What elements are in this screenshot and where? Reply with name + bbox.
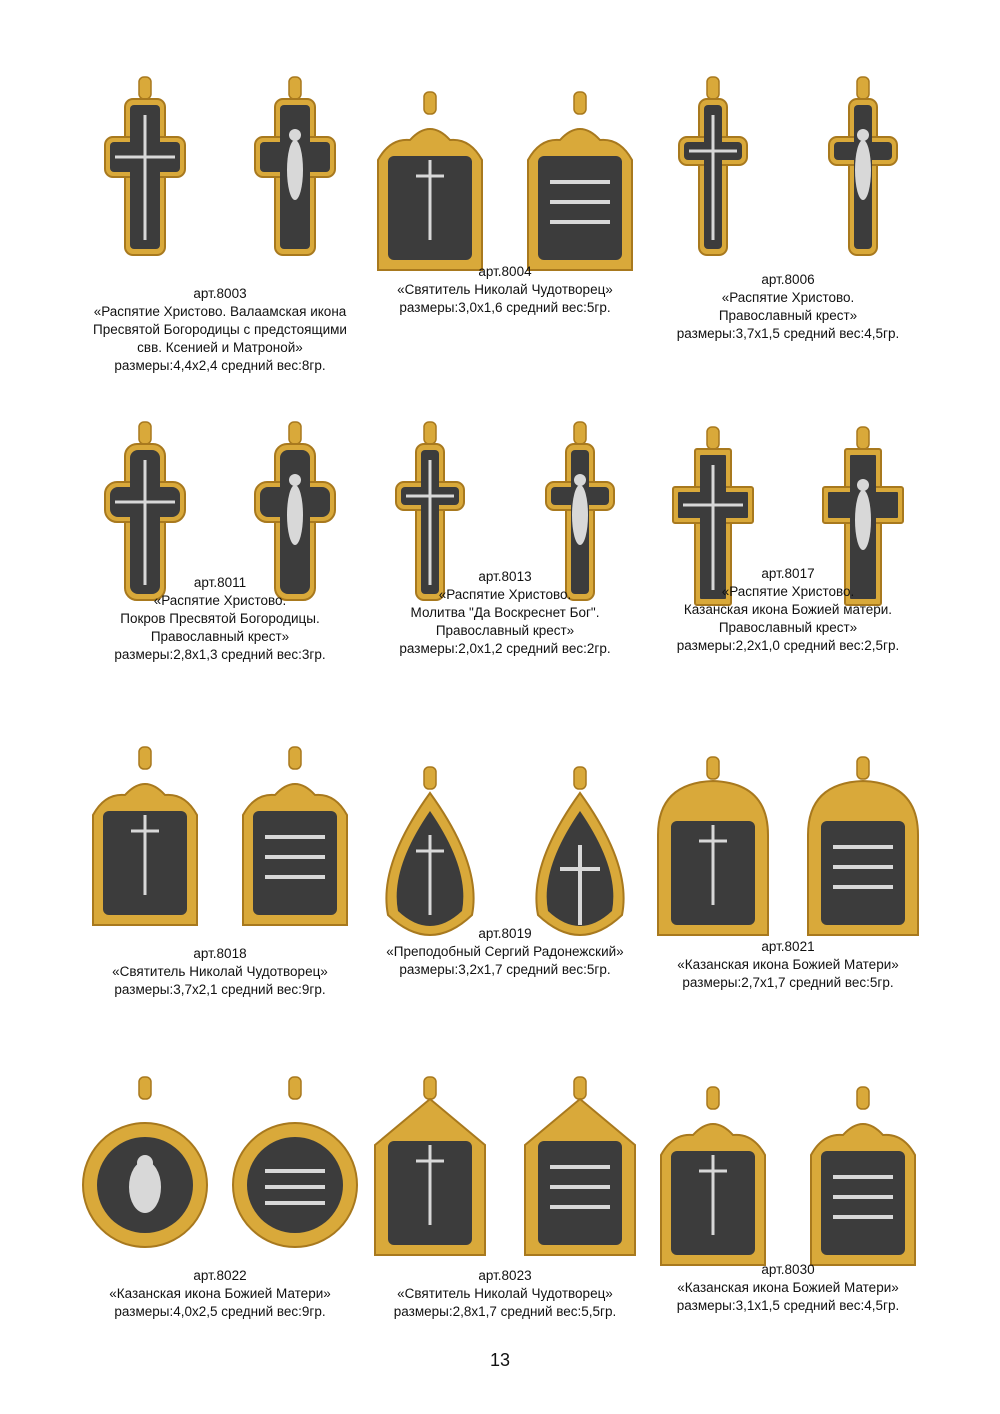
product-caption — [355, 1267, 655, 1321]
size-weight: размеры:3,7х2,1 средний вес:9гр. — [114, 982, 326, 997]
title-line: Православный крест» — [718, 308, 858, 323]
product-8006 — [638, 75, 938, 341]
article-number: арт.8023 — [478, 1268, 532, 1283]
title-line: «Распятие Христово. — [153, 593, 287, 608]
product-8017 — [638, 425, 938, 653]
product-caption — [355, 263, 655, 317]
article-number: арт.8018 — [193, 946, 247, 961]
title-line: «Распятие Христово. Валаамская икона — [93, 304, 347, 319]
article-number: арт.8019 — [478, 926, 532, 941]
product-caption — [70, 1267, 370, 1321]
product-photos — [70, 745, 370, 945]
product-photos — [638, 755, 938, 955]
product-photos — [355, 1075, 655, 1275]
product-caption — [355, 925, 655, 979]
article-number: арт.8003 — [193, 286, 247, 301]
product-8023 — [355, 1075, 655, 1319]
product-caption — [638, 1261, 938, 1315]
pendant-back-image — [788, 75, 938, 275]
title-line: свв. Ксенией и Матроной» — [137, 340, 303, 355]
product-photos — [638, 75, 938, 275]
title-line: Казанская икона Божией матери. — [683, 602, 893, 617]
pendant-back-image — [220, 75, 370, 275]
article-number: арт.8022 — [193, 1268, 247, 1283]
title-line: «Преподобный Сергий Радонежский» — [386, 944, 624, 959]
size-weight: размеры:3,0х1,6 средний вес:5гр. — [399, 300, 611, 315]
product-8022 — [70, 1075, 370, 1319]
pendant-front-image — [638, 755, 788, 955]
product-photos — [638, 1085, 938, 1285]
product-8018 — [70, 745, 370, 997]
title-line: Православный крест» — [718, 620, 858, 635]
title-line: «Распятие Христово. — [721, 584, 855, 599]
pendant-back-image — [505, 90, 655, 290]
page-number: 13 — [489, 1350, 511, 1370]
product-caption — [638, 271, 938, 343]
size-weight: размеры:2,8х1,7 средний вес:5,5гр. — [393, 1304, 617, 1319]
product-caption — [70, 574, 370, 664]
title-line: «Святитель Николай Чудотворец» — [112, 964, 328, 979]
title-line: «Святитель Николай Чудотворец» — [397, 1286, 613, 1301]
size-weight: размеры:2,7х1,7 средний вес:5гр. — [682, 975, 894, 990]
pendant-back-image — [220, 1075, 370, 1275]
pendant-front-image — [638, 75, 788, 275]
product-8004 — [355, 90, 655, 315]
size-weight: размеры:2,0х1,2 средний вес:2гр. — [399, 641, 611, 656]
size-weight: размеры:3,2х1,7 средний вес:5гр. — [399, 962, 611, 977]
size-weight: размеры:4,4х2,4 средний вес:8гр. — [114, 358, 326, 373]
size-weight: размеры:4,0х2,5 средний вес:9гр. — [114, 1304, 326, 1319]
product-caption — [638, 565, 938, 655]
pendant-back-image — [220, 745, 370, 945]
article-number: арт.8011 — [193, 575, 247, 590]
title-line: «Распятие Христово. — [721, 290, 855, 305]
product-8030 — [638, 1085, 938, 1313]
product-8013 — [355, 420, 655, 656]
pendant-back-image — [788, 1085, 938, 1285]
title-line: «Святитель Николай Чудотворец» — [397, 282, 613, 297]
product-8019 — [355, 765, 655, 977]
product-photos — [70, 75, 370, 275]
article-number: арт.8004 — [478, 264, 532, 279]
product-8003 — [70, 75, 370, 373]
title-line: «Распятие Христово. — [438, 587, 572, 602]
pendant-back-image — [788, 755, 938, 955]
product-photos — [355, 90, 655, 290]
product-8011 — [70, 420, 370, 662]
article-number: арт.8021 — [761, 939, 815, 954]
title-line: Православный крест» — [150, 629, 290, 644]
title-line: Православный крест» — [435, 623, 575, 638]
pendant-back-image — [505, 1075, 655, 1275]
article-number: арт.8013 — [478, 569, 532, 584]
size-weight: размеры:2,2х1,0 средний вес:2,5гр. — [676, 638, 900, 653]
title-line: Пресвятой Богородицы с предстоящими — [93, 322, 347, 337]
title-line: «Казанская икона Божией Матери» — [677, 957, 899, 972]
size-weight: размеры:2,8х1,3 средний вес:3гр. — [114, 647, 326, 662]
pendant-front-image — [638, 1085, 788, 1285]
product-caption — [70, 945, 370, 999]
pendant-front-image — [355, 90, 505, 290]
product-photos — [70, 1075, 370, 1275]
article-number: арт.8017 — [761, 566, 815, 581]
title-line: «Казанская икона Божией Матери» — [677, 1280, 899, 1295]
size-weight: размеры:3,7х1,5 средний вес:4,5гр. — [676, 326, 900, 341]
size-weight: размеры:3,1х1,5 средний вес:4,5гр. — [676, 1298, 900, 1313]
article-number: арт.8030 — [761, 1262, 815, 1277]
product-8021 — [638, 755, 938, 990]
product-caption — [638, 938, 938, 992]
pendant-front-image — [355, 1075, 505, 1275]
article-number: арт.8006 — [761, 272, 815, 287]
pendant-front-image — [70, 745, 220, 945]
product-caption — [355, 568, 655, 658]
product-caption — [70, 285, 370, 375]
pendant-front-image — [70, 1075, 220, 1275]
title-line: «Казанская икона Божией Матери» — [109, 1286, 331, 1301]
pendant-front-image — [70, 75, 220, 275]
title-line: Покров Пресвятой Богородицы. — [120, 611, 320, 626]
title-line: Молитва "Да Воскреснет Бог". — [410, 605, 600, 620]
